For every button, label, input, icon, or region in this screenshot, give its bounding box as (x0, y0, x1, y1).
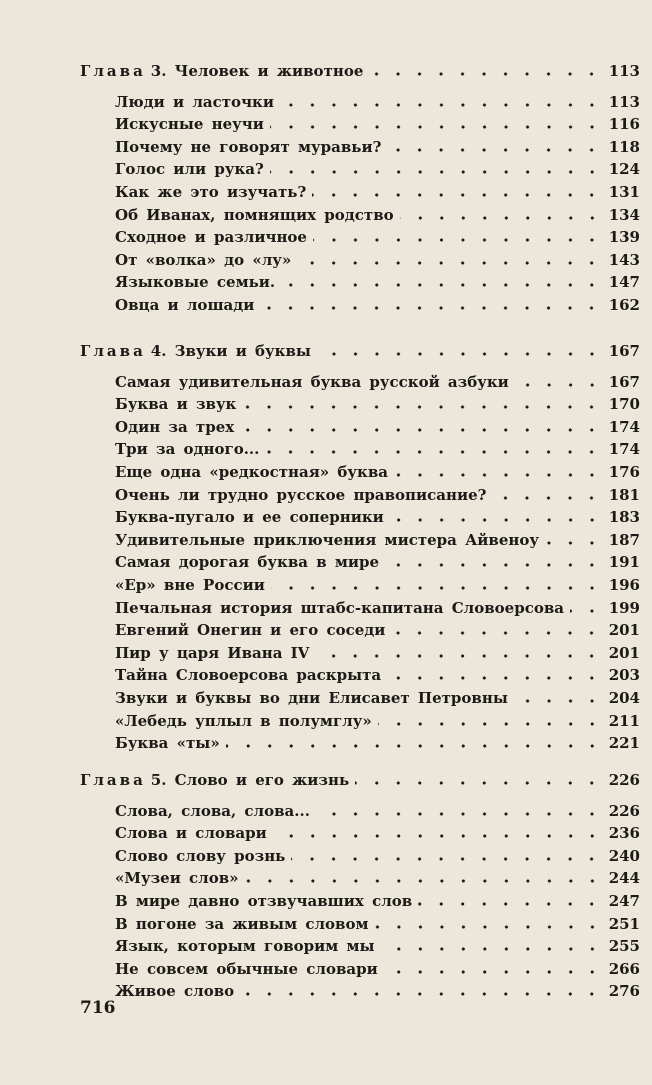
dot-leader (400, 216, 603, 220)
entry-page: 201 (608, 621, 640, 640)
entry-page: 221 (608, 734, 640, 753)
toc-entry (80, 734, 640, 757)
toc-entry (80, 576, 640, 599)
entry-page: 211 (608, 711, 640, 730)
toc-entry (80, 251, 640, 274)
entry-page: 251 (608, 914, 640, 933)
chapter-5-section (80, 771, 640, 1005)
entry-page: 240 (608, 846, 640, 865)
entry-title: Три за одного... (115, 440, 260, 459)
entry-title: Буква и звук (115, 395, 237, 414)
entry-page: 116 (608, 115, 640, 134)
toc-entry (80, 960, 640, 983)
entry-page: 134 (608, 205, 640, 224)
dot-leader (570, 609, 603, 613)
toc-entry (80, 93, 640, 116)
entry-title: Самая дорогая буква в мире (115, 553, 380, 572)
toc-entry (80, 418, 640, 441)
entry-page: 170 (608, 395, 640, 414)
dot-leader (514, 699, 603, 703)
toc-entry (80, 273, 640, 296)
dot-leader (245, 879, 603, 883)
toc-entry (80, 395, 640, 418)
toc-entry (80, 531, 640, 554)
dot-leader (390, 518, 603, 522)
dot-leader (281, 283, 603, 287)
chapter-title: 4. Звуки и буквы (150, 342, 311, 360)
dot-leader (297, 261, 602, 265)
dot-leader (378, 722, 603, 726)
dot-leader (313, 238, 603, 242)
entry-page: 143 (608, 250, 640, 269)
toc-entry (80, 508, 640, 531)
dot-leader (226, 744, 603, 748)
entry-title: Евгений Онегин и его соседи (115, 621, 386, 640)
chapter-title: 5. Слово и его жизнь (150, 771, 350, 789)
dot-leader (515, 383, 603, 387)
entry-page: 199 (608, 598, 640, 617)
toc-entry (80, 712, 640, 735)
toc-entry (80, 869, 640, 892)
entry-title: Звуки и буквы во дни Елисавет Петровны (115, 688, 508, 707)
entry-page: 183 (608, 508, 640, 527)
dot-leader (265, 450, 602, 454)
dot-leader (242, 405, 602, 409)
toc-entry (80, 373, 640, 396)
toc-entry (80, 138, 640, 161)
dot-leader (273, 834, 603, 838)
dot-leader (280, 103, 603, 107)
entry-title: В мире давно отзвучавших слов (115, 891, 413, 910)
toc-entry (80, 982, 640, 1005)
entry-page: 174 (608, 417, 640, 436)
entry-title: Очень ли трудно русское правописание? (115, 485, 487, 504)
dot-leader (385, 563, 603, 567)
dot-leader (355, 781, 603, 785)
entry-title: Слово слову рознь (115, 846, 286, 865)
entry-page: 247 (608, 891, 640, 910)
entry-title: Не совсем обычные словари (115, 959, 378, 978)
dot-leader (260, 306, 602, 310)
page-number: 716 (80, 998, 116, 1018)
dot-leader (315, 654, 602, 658)
chapter-word: Глава (80, 771, 146, 789)
dot-leader (391, 631, 602, 635)
entry-page: 266 (608, 959, 640, 978)
dot-leader (240, 428, 603, 432)
entry-title: Искусные неучи (115, 115, 264, 134)
chapter-title: 3. Человек и животное (150, 62, 364, 80)
toc-entry (80, 115, 640, 138)
entry-title: Овца и лошади (115, 295, 255, 314)
chapter-word: Глава (80, 342, 146, 360)
entry-page: 118 (608, 137, 640, 156)
entry-title: Слова, слова, слова... (115, 801, 310, 820)
chapter-page: 113 (608, 62, 640, 80)
entry-title: Пир у царя Ивана IV (115, 643, 310, 662)
dot-leader (545, 541, 603, 545)
dot-leader (492, 496, 602, 500)
entry-page: 187 (608, 530, 640, 549)
entry-title: Почему не говорят муравьи? (115, 137, 382, 156)
entry-page: 124 (608, 160, 640, 179)
toc-entry (80, 463, 640, 486)
entry-title: Самая удивительная буква русской азбуки (115, 372, 509, 391)
toc-entry (80, 160, 640, 183)
chapter-page: 167 (608, 342, 640, 360)
toc-entry (80, 847, 640, 870)
entry-title: Об Иванах, помнящих родство (115, 205, 394, 224)
dot-leader (387, 676, 603, 680)
entry-title: Языковые семьи. (115, 273, 276, 292)
entry-page: 203 (608, 666, 640, 685)
chapter-heading (80, 342, 640, 365)
entry-title: Печальная история штабс-капитана Словоерсова (115, 598, 564, 617)
entry-page: 176 (608, 462, 640, 481)
entry-title: «Ер» вне России (115, 575, 265, 594)
chapter-word: Глава (80, 62, 146, 80)
toc-entry (80, 689, 640, 712)
entry-title: В погоне за живым словом (115, 914, 369, 933)
entry-page: 174 (608, 440, 640, 459)
entry-page: 276 (608, 982, 640, 1001)
entry-title: Слова и словари (115, 824, 267, 843)
entry-title: Сходное и различное (115, 228, 307, 247)
entry-page: 131 (608, 182, 640, 201)
toc-entry (80, 937, 640, 960)
entry-title: Живое слово (115, 982, 235, 1001)
dot-leader (387, 148, 602, 152)
dot-leader (316, 812, 603, 816)
dot-leader (418, 902, 602, 906)
dot-leader (381, 947, 603, 951)
dot-leader (312, 193, 602, 197)
chapter-heading (80, 62, 640, 85)
chapter-heading (80, 771, 640, 794)
toc-entry (80, 183, 640, 206)
entry-page: 236 (608, 824, 640, 843)
toc-entry (80, 824, 640, 847)
toc-entry (80, 666, 640, 689)
toc-entry (80, 440, 640, 463)
toc-entry (80, 486, 640, 509)
chapter-4-section (80, 342, 640, 757)
entry-page: 181 (608, 485, 640, 504)
entry-title: Буква-пугало и ее соперники (115, 508, 384, 527)
dot-leader (270, 125, 603, 129)
entry-title: Буква «ты» (115, 734, 220, 753)
entry-page: 201 (608, 643, 640, 662)
toc-entry (80, 296, 640, 319)
toc-entry (80, 644, 640, 667)
chapter-3-section (80, 62, 640, 319)
entry-page: 162 (608, 295, 640, 314)
entry-title: Еще одна «редкостная» буква (115, 462, 388, 481)
chapter-page: 226 (608, 771, 640, 789)
entry-title: От «волка» до «лу» (115, 250, 292, 269)
toc-entry (80, 892, 640, 915)
entry-page: 147 (608, 273, 640, 292)
dot-leader (240, 992, 603, 996)
entry-page: 255 (608, 937, 640, 956)
entry-page: 196 (608, 575, 640, 594)
entry-page: 244 (608, 869, 640, 888)
dot-leader (271, 586, 603, 590)
toc-entry (80, 621, 640, 644)
toc-entry (80, 802, 640, 825)
dot-leader (270, 170, 603, 174)
dot-leader (317, 352, 603, 356)
entry-title: Тайна Словоерсова раскрыта (115, 666, 382, 685)
dot-leader (291, 857, 602, 861)
entry-title: Язык, которым говорим мы (115, 937, 375, 956)
toc-entry (80, 599, 640, 622)
entry-page: 204 (608, 688, 640, 707)
entry-title: Один за трех (115, 417, 235, 436)
entry-title: «Музеи слов» (115, 869, 239, 888)
entry-title: «Лебедь уплыл в полумглу» (115, 711, 372, 730)
entry-page: 191 (608, 553, 640, 572)
dot-leader (384, 970, 603, 974)
toc-entry (80, 228, 640, 251)
entry-title: Удивительные приключения мистера Айвеноу (115, 530, 539, 549)
entry-page: 113 (608, 92, 640, 111)
dot-leader (394, 473, 603, 477)
dot-leader (375, 925, 603, 929)
entry-title: Как же это изучать? (115, 182, 307, 201)
entry-title: Голос или рука? (115, 160, 264, 179)
toc-entry (80, 553, 640, 576)
entry-page: 139 (608, 228, 640, 247)
entry-page: 167 (608, 372, 640, 391)
entry-page: 226 (608, 801, 640, 820)
entry-title: Люди и ласточки (115, 92, 275, 111)
toc-entry (80, 206, 640, 229)
dot-leader (369, 72, 602, 76)
toc-entry (80, 915, 640, 938)
